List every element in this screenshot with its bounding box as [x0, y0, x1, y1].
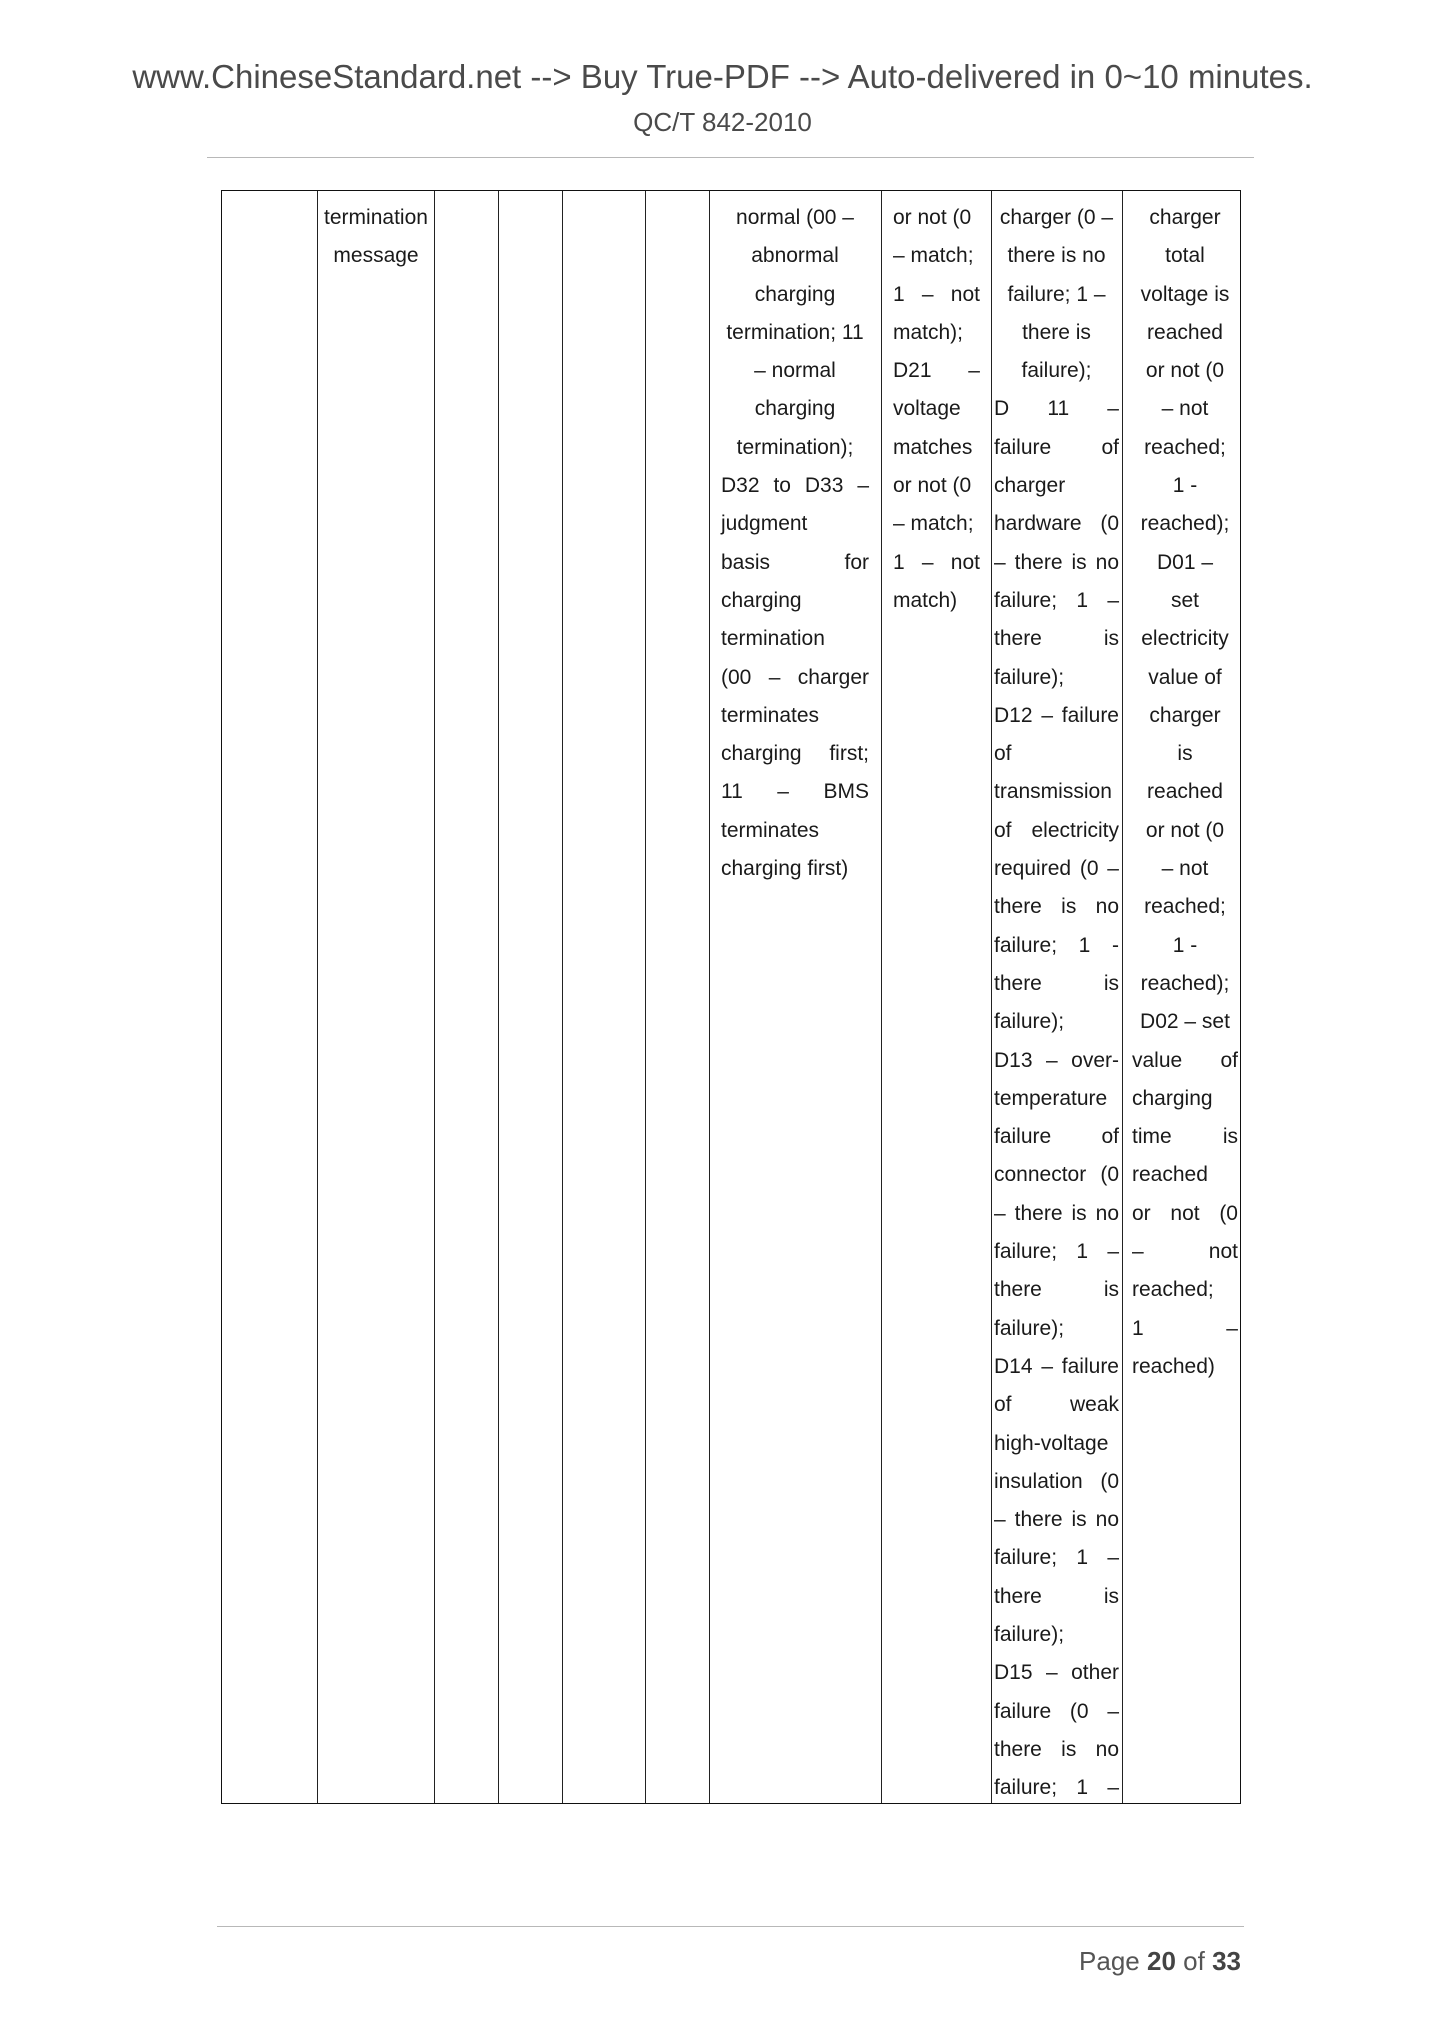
- cell-line: 1 – not: [893, 282, 980, 306]
- column-divider: [881, 191, 882, 1803]
- cell-line: failure; 1 –: [994, 1776, 1119, 1800]
- cell-line: message: [333, 244, 419, 268]
- cell-line: failure);: [994, 1622, 1065, 1646]
- cell-line: there is no: [1007, 244, 1106, 268]
- column-divider: [498, 191, 499, 1803]
- cell-line: abnormal: [751, 244, 839, 268]
- cell-line: time is: [1132, 1125, 1238, 1149]
- cell-line: reached: [1147, 320, 1223, 344]
- cell-line: D01 –: [1156, 550, 1214, 574]
- column-divider: [562, 191, 563, 1803]
- cell-line: (00 – charger: [721, 665, 869, 689]
- cell-line: charger: [1149, 703, 1221, 727]
- cell-line: failure);: [994, 1010, 1065, 1034]
- cell-line: – not: [1132, 1240, 1238, 1264]
- cell-line: – there is no: [994, 550, 1119, 574]
- cell-line: there is: [994, 627, 1119, 651]
- cell-line: there is: [994, 1584, 1119, 1608]
- cell-line: charger: [1149, 206, 1221, 229]
- cell-line: – match;: [893, 512, 974, 536]
- cell-line: charging: [1132, 1086, 1213, 1110]
- cell-line: of: [994, 742, 1012, 766]
- cell-line: voltage is: [1140, 282, 1230, 306]
- cell-termination-basis: [721, 199, 869, 888]
- cell-line: failure);: [994, 1316, 1065, 1340]
- cell-line: 1 –: [1132, 1316, 1238, 1340]
- header-standard-code: QC/T 842-2010: [633, 107, 812, 137]
- cell-line: charger: [994, 474, 1066, 498]
- cell-line: is: [1177, 742, 1193, 766]
- cell-line: charging: [754, 397, 836, 421]
- cell-line: basis for: [721, 550, 869, 574]
- cell-line: hardware (0: [994, 512, 1119, 536]
- cell-match-status: [893, 199, 980, 620]
- cell-line: reached;: [1144, 435, 1226, 459]
- cell-line: there is: [994, 1278, 1119, 1302]
- cell-line: terminates: [721, 703, 820, 727]
- cell-line: reached;: [1132, 1278, 1214, 1302]
- column-divider: [1122, 191, 1123, 1803]
- cell-line: electricity: [1141, 627, 1229, 651]
- page-total: 33: [1212, 1946, 1241, 1976]
- cell-line: judgment: [721, 512, 808, 536]
- cell-failure-codes: [994, 199, 1119, 1807]
- cell-line: reached);: [1140, 512, 1230, 536]
- cell-line: there is no: [994, 895, 1119, 919]
- cell-line: – not: [1161, 397, 1209, 421]
- cell-line: D12 – failure: [994, 703, 1119, 727]
- cell-line: termination: [324, 206, 428, 229]
- cell-line: failure of: [994, 1125, 1119, 1149]
- cell-line: temperature: [994, 1086, 1108, 1110]
- cell-line: high-voltage: [994, 1431, 1109, 1455]
- column-divider: [709, 191, 710, 1803]
- cell-line: required (0 –: [994, 857, 1119, 881]
- cell-line: value of: [1132, 1048, 1238, 1072]
- cell-line: insulation (0: [994, 1469, 1119, 1493]
- cell-line: failure; 1 –: [994, 1240, 1119, 1264]
- cell-line: charging: [721, 588, 802, 612]
- cell-line: failure (0 –: [994, 1699, 1119, 1723]
- cell-line: D02 – set: [1140, 1010, 1230, 1034]
- page-prefix: Page: [1079, 1946, 1140, 1976]
- page-of: of: [1183, 1946, 1205, 1976]
- cell-line: or not (0: [1145, 359, 1225, 383]
- cell-line: charging first): [721, 857, 849, 881]
- cell-line: there is no: [994, 1737, 1119, 1761]
- cell-line: D15 – other: [994, 1661, 1119, 1685]
- cell-line: or not (0: [1132, 1201, 1238, 1225]
- cell-line: termination);: [736, 435, 854, 459]
- cell-line: – normal: [754, 359, 836, 383]
- cell-line: D21 –: [893, 359, 980, 383]
- footer-divider: [217, 1926, 1244, 1927]
- cell-line: reached: [1132, 1163, 1208, 1187]
- cell-line: charging first;: [721, 742, 869, 766]
- cell-line: charger (0 –: [999, 206, 1114, 229]
- cell-line: reached): [1132, 1354, 1215, 1378]
- cell-line: failure; 1 –: [1007, 282, 1106, 306]
- cell-line: failure; 1 -: [994, 933, 1119, 957]
- cell-line: D14 – failure: [994, 1354, 1119, 1378]
- cell-line: D 11 –: [994, 397, 1119, 421]
- data-table: [221, 190, 1241, 1804]
- cell-line: – not: [1161, 857, 1209, 881]
- cell-line: or not (0: [893, 474, 972, 498]
- cell-line: – match;: [893, 244, 974, 268]
- cell-line: or not (0: [1145, 818, 1225, 842]
- cell-line: normal (00 –: [736, 206, 854, 229]
- cell-line: voltage: [893, 397, 961, 421]
- column-divider: [317, 191, 318, 1803]
- cell-line: failure);: [1021, 359, 1092, 383]
- cell-line: matches: [893, 435, 973, 459]
- cell-line: – there is no: [994, 1201, 1119, 1225]
- cell-line: failure; 1 –: [994, 588, 1119, 612]
- cell-line: value of: [1148, 665, 1222, 689]
- cell-line: match);: [893, 320, 964, 344]
- cell-termination-message: [319, 199, 433, 276]
- cell-line: failure);: [994, 665, 1065, 689]
- cell-line: 1 -: [1172, 933, 1198, 957]
- cell-line: match): [893, 588, 958, 612]
- cell-line: – there is no: [994, 1508, 1119, 1532]
- cell-line: reached);: [1140, 971, 1230, 995]
- column-divider: [645, 191, 646, 1803]
- cell-line: total: [1165, 244, 1205, 268]
- cell-line: D32 to D33 –: [721, 474, 869, 498]
- cell-line: terminates: [721, 818, 820, 842]
- cell-line: of weak: [994, 1393, 1119, 1417]
- cell-line: of electricity: [994, 818, 1119, 842]
- cell-line: connector (0: [994, 1163, 1119, 1187]
- cell-line: failure; 1 –: [994, 1546, 1119, 1570]
- column-divider: [991, 191, 992, 1803]
- cell-line: transmission: [994, 780, 1112, 804]
- cell-line: there is: [994, 971, 1119, 995]
- cell-line: reached;: [1144, 895, 1226, 919]
- cell-line: or not (0: [893, 206, 972, 229]
- header-divider: [207, 157, 1254, 158]
- cell-line: D13 – over-: [994, 1048, 1119, 1072]
- cell-line: reached: [1147, 780, 1223, 804]
- cell-line: charging: [754, 282, 836, 306]
- cell-line: there is: [1022, 320, 1091, 344]
- cell-line: termination; 11: [726, 320, 864, 344]
- cell-line: failure of: [994, 435, 1119, 459]
- page-indicator: [1079, 1946, 1241, 1977]
- header-site-line: www.ChineseStandard.net --> Buy True-PDF --> Auto-delivered in 0~10 minutes.: [132, 58, 1313, 95]
- cell-line: 11 – BMS: [721, 780, 869, 804]
- page-number: 20: [1147, 1946, 1176, 1976]
- cell-line: set: [1170, 588, 1199, 612]
- cell-line: 1 – not: [893, 550, 980, 574]
- cell-line: termination: [721, 627, 825, 651]
- cell-line: 1 -: [1172, 474, 1198, 498]
- cell-reached-status: [1132, 199, 1238, 1386]
- column-divider: [434, 191, 435, 1803]
